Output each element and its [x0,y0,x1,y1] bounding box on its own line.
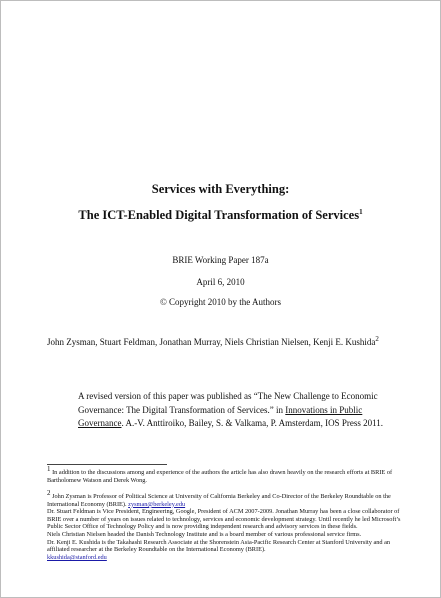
revision-text-before: A revised version of this paper was published as “The New Challenge to Economic Governance: The Digital Transformation of Services.” in [78,391,378,415]
kushida-email-link[interactable]: kkushida@stanford.edu [47,553,107,561]
revision-text-after: . A.-V. Anttiroiko, Bailey, S. & Valkama, P. Amsterdam, IOS Press 2011. [121,418,383,428]
title-line-2 [1,208,440,223]
footnote-2-feldman-murray: Dr. Stuart Feldman is Vice President, Engineering, Google, President of ACM 2007-2009. Jonathan Murray has been a close collaborator of BRIE over a number of years on issues related to technology, services and economic development strategy. Until recently he led Microsoft’s Public Sector Office of Technology Policy and is now providing independent research and advisory services in these fields. [47,508,401,531]
footnote-2-kushida: Dr. Kenji E. Kushida is the Takahashi Research Associate at the Shorenstein Asia-Pacific Research Center at Stanford University and an affiliated researcher at the Berkeley Roundtable on the International Economy (BRIE). [47,538,391,554]
author-list [47,337,379,347]
copyright-line: © Copyright 2010 by the Authors [159,297,282,307]
zysman-email-link[interactable]: zysman@berkeley.edu [128,500,186,508]
authors-text: John Zysman, Stuart Feldman, Jonathan Murray, Niels Christian Nielsen, Kenji E. Kushida [47,337,376,347]
footnote-1-mark: 1 [47,465,51,473]
footnote-1 [47,465,402,484]
authors-footnote-mark: 2 [375,335,379,343]
footnote-2-zysman [47,489,402,508]
footnote-2 [47,489,402,561]
title-line-1: Services with Everything: [151,182,290,196]
footnote-2-mark: 2 [47,489,51,497]
footnote-2-nielsen: Niels Christian Nielsen headed the Danish Technology Institute and is a board member of various professional service firms. [47,531,362,539]
revision-book-title: Innovations in Public Governance [78,404,363,428]
footnote-separator [47,464,167,465]
footnote-2-text: John Zysman is Professor of Political Science at University of California Berkeley and Co-Director of the Berkeley Roundtable on the International Economy (BRIE). [47,493,391,508]
revision-note [78,390,398,431]
footnote-1-text: In addition to the discussions among and experience of the authors the article has also drawn heavily on the research efforts at BRIE of Bartholomew Watson and Derek Wong. [47,469,393,484]
title-footnote-mark: 1 [359,207,363,216]
title-text: The ICT-Enabled Digital Transformation of Services [78,208,360,222]
paper-date: April 6, 2010 [196,277,245,287]
working-paper-number: BRIE Working Paper 187a [172,255,269,265]
